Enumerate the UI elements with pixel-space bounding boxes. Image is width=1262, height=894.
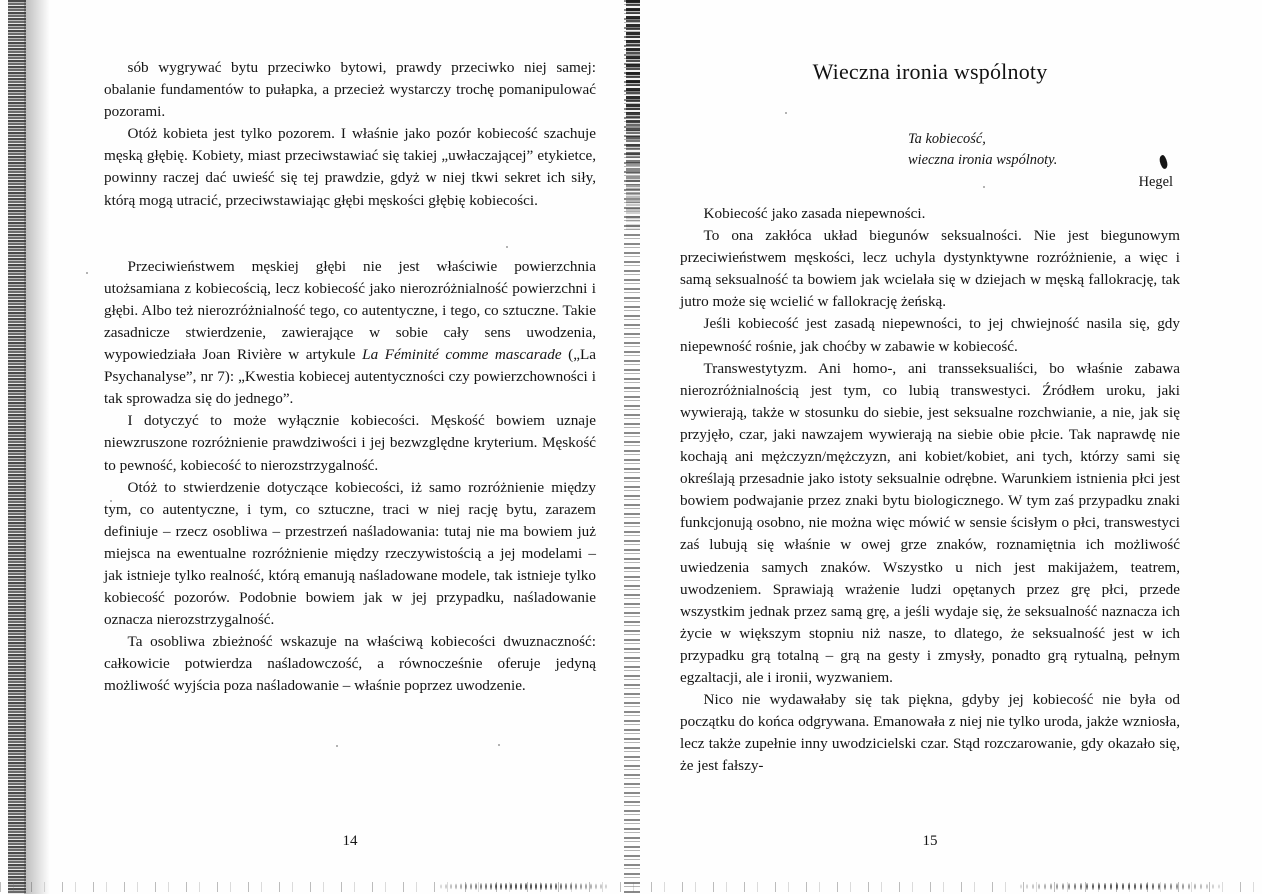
epigraph-attribution: Hegel: [1138, 174, 1173, 190]
paragraph-part-roman: Przeciwieństwem męskiej głębi nie jest właściwie powierzchnia utożsamiana z kobiecością, lecz kobiecość jako nierozróżnialność powierzchni i głębi. Albo też nierozróżnialność tego, co autentyczne, i tego, co sztuczne. Takie zasadnicze stwierdzenie, zawierające w sobie cały sens uwodzenia, wypowiedziała Joan Rivière w artykule: [104, 257, 596, 364]
paragraph: Otóż to stwierdzenie dotyczące kobiecości, iż samo rozróżnienie między tym, co autentyczne, i tym, co sztuczne, traci w niej rację bytu, zarazem definiuje – rzecz osobliwa – przestrzeń naśladowania: tutaj nie ma bowiem już miejsca na ewentualne rozróżnienie między rzeczywistością a jej modelami – jak istnieje tylko realność, którą emanują naśladowane modele, tak istnieje tylko kobiecość pozorów. Podobnie bowiem jak w jej przypadku, naśladowanie oznacza nierozstrzygalność.: [104, 478, 596, 629]
page-number-right: 15: [922, 833, 938, 849]
paragraph-part-roman-tail: („La Psychanalyse”, nr 7): „Kwestia kobiecej autentyczności czy powierzchowności i tak sprowadza się do jednego”.: [104, 346, 596, 408]
paragraph: Kobiecość jako zasada niepewności.: [703, 205, 926, 222]
cited-work-title: La Féminité comme mascarade: [362, 346, 562, 364]
epigraph-line-2: wieczna ironia wspólnoty.: [908, 152, 1058, 168]
paragraph: To ona zakłóca układ biegunów seksualności. Nie jest biegunowym przeciwieństwem męskości, lecz uchyla dystynktywne rozróżnienie, a więc i samą seksualność ta bowiem jak wcielała się w dziejach w męską fallokrację, tak jutro może się wcielić w fallokrację żeńską.: [680, 227, 1180, 311]
page-number-left: 14: [342, 833, 358, 849]
paragraph-with-citation: [104, 256, 596, 411]
paragraph: Nico nie wydawałaby się tak piękna, gdyby jej kobiecość nie była od początku do końca odgrywana. Emanowała z niej nie tylko uroda, jakże wzniosła, lecz także zupełnie inny uwodzicielski czar. Stąd rozczarowanie, gdy okazało się, że jest fałszy-: [680, 691, 1180, 775]
right-page: [680, 0, 1180, 894]
left-scan-edge-shadow: [24, 0, 50, 894]
paragraph: Transwestytyzm. Ani homo-, ani transseksualiści, bo właśnie zabawa nierozróżnialnością jest tym, co lubią transwestyci. Źródłem uroku, jaki wywierają, także w stosunku do siebie, jest seksualne rozchwianie, a nie, jak się przyjęło, czar, jaki nawzajem wywierają na siebie obie płcie. Tak naprawdę nie kochają ani mężczyzn/mężczyzn, ani kobiet/kobiet, ani tych, którzy sami się określają przesadnie jako istoty seksualnie odrębne. Warunkiem istnienia płci jest bowiem podwajanie przez znaki bytu biologicznego. W tym zaś przypadku znaki funkcjonują osobno, nie można więc mówić w sensie ścisłym o płci, transwestyci zaś lubują się właśnie w owej grze znaków, roznamiętnia ich możliwość uwiedzenia samych znaków. Wszystko u nich jest makijażem, teatrem, uwodzeniem. Sprawiają wrażenie ludzi opętanych przez grę płci, przede wszystkim jednak przez samą grę, a jeśli wydaje się, że seksualność naznacza ich życie w większym stopniu niż nasze, to dlatego, że seksualność jest w ich przypadku grą totalną – grą na gesty i zmysły, ponadto grą rytualną, pełnym egzaltacji, ale i ironii, wyzwaniem.: [680, 359, 1180, 686]
epigraph: [908, 129, 1173, 193]
left-page: [104, 0, 596, 894]
right-page-text-block: [680, 203, 1180, 777]
paragraph: Otóż kobieta jest tylko pozorem. I właśnie jako pozór kobiecość szachuje męską głębię. Kobiety, miast przeciwstawiać się takiej „uwłaczającej” etykietce, powinny raczej dać uwieść się tej prawdzie, gdyż w niej tkwi sekret ich siły, którą mogą utracić, przeciwstawiając głębi męskości głębię kobiecości.: [104, 125, 596, 209]
paragraph: Jeśli kobiecość jest zasadą niepewności, to jej chwiejność nasila się, gdy niepewność rośnie, jak choćby w zabawie w kobiecość.: [680, 315, 1180, 355]
paragraph: Ta osobliwa zbieżność wskazuje na właściwą kobiecości dwuznaczność: całkowicie potwierdza naśladowczość, a równocześnie oferuje jedyną możliwość wyjścia poza naśladowanie – właśnie poprzez uwodzenie.: [104, 633, 596, 695]
paragraph: I dotyczyć to może wyłącznie kobiecości. Męskość bowiem uznaje niewzruszone rozróżnienie prawdziwości i jej bezwzględne kryterium. Męskość to pewność, kobiecość to nierozstrzygalność.: [104, 412, 596, 474]
epigraph-line-1: Ta kobiecość,: [908, 131, 986, 147]
chapter-title: Wieczna ironia wspólnoty: [812, 59, 1048, 84]
book-gutter-dark-top: [626, 0, 640, 230]
paragraph: sób wygrywać bytu przeciwko bytowi, prawdy przeciwko niej samej: obalanie fundamentów to pułapka, a przecież wystarczy trochę pomanipulować pozorami.: [104, 59, 596, 121]
left-page-text-block: [104, 57, 596, 698]
paper-speck: [86, 272, 88, 274]
